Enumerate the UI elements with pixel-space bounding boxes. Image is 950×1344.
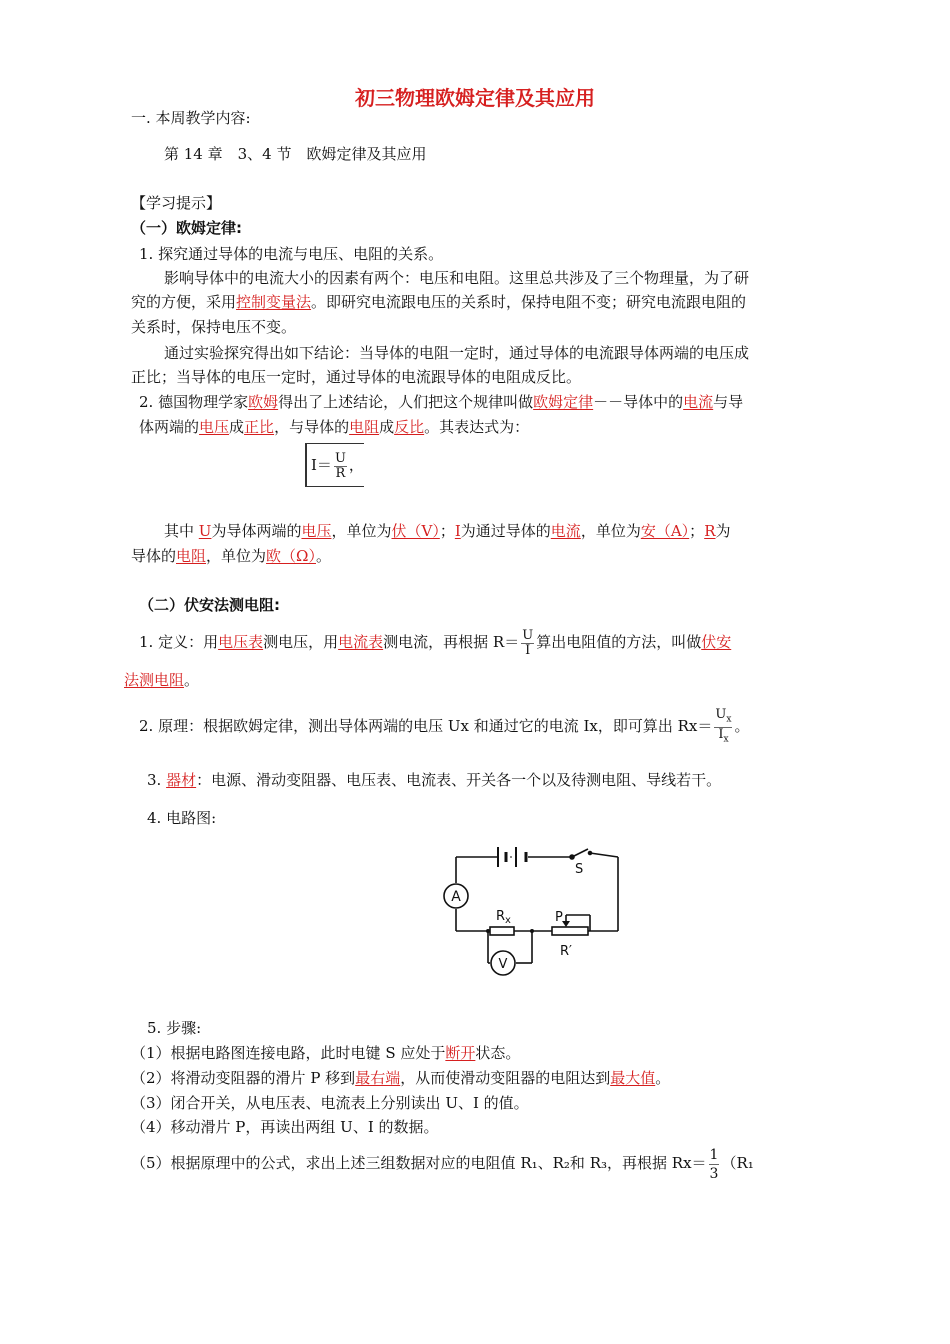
ammeter-label: A bbox=[451, 889, 461, 905]
text: （5）根据原理中的公式，求出上述三组数据对应的电阻值 R₁、R₂和 R₃，再根据 Rx＝ bbox=[131, 1154, 707, 1172]
text: 。 bbox=[184, 671, 200, 689]
ammeter-icon bbox=[444, 884, 468, 908]
paragraph bbox=[164, 521, 731, 541]
denominator: 3 bbox=[709, 1165, 719, 1182]
fraction bbox=[714, 708, 732, 746]
text: 算出电阻值的方法，叫做 bbox=[536, 633, 702, 651]
answer-highlight: 电压 bbox=[199, 418, 230, 436]
answer-highlight: 欧姆定律 bbox=[533, 393, 594, 411]
junction-dot bbox=[530, 929, 534, 933]
paragraph: 1. 探究通过导体的电流与电压、电阻的关系。 bbox=[139, 245, 444, 263]
rheostat-label: R′ bbox=[560, 944, 572, 959]
voltmeter-label: V bbox=[498, 957, 508, 972]
answer-highlight: 器材 bbox=[166, 771, 197, 789]
text: 为 bbox=[715, 522, 731, 540]
answer-highlight: U bbox=[198, 522, 212, 540]
slider-label: P bbox=[555, 910, 563, 925]
numerator: U bbox=[334, 450, 346, 466]
text: ，单位为 bbox=[206, 547, 267, 565]
text: （2）将滑动变阻器的滑片 P 移到 bbox=[131, 1069, 356, 1087]
resistor-rx-icon bbox=[490, 927, 514, 935]
denominator-text: I bbox=[718, 726, 724, 742]
text: 为导体两端的 bbox=[211, 522, 302, 540]
answer-highlight: 电压 bbox=[301, 522, 332, 540]
step-item bbox=[131, 1043, 520, 1063]
text: 。 bbox=[734, 717, 750, 736]
text: 2. 德国物理学家 bbox=[139, 393, 249, 411]
rx-label bbox=[496, 909, 511, 926]
text: 导体的 bbox=[131, 547, 177, 565]
answer-highlight: 电流表 bbox=[338, 633, 384, 651]
numerator bbox=[714, 708, 732, 728]
answer-highlight: 电阻 bbox=[349, 418, 380, 436]
ohms-law-heading: （一）欧姆定律: bbox=[131, 219, 242, 237]
page-title: 初三物理欧姆定律及其应用 bbox=[355, 86, 595, 110]
answer-highlight: 电阻 bbox=[176, 547, 207, 565]
text: 。 bbox=[315, 547, 331, 565]
step-item bbox=[131, 1068, 670, 1088]
text: 得出了上述结论，人们把这个规律叫做 bbox=[278, 393, 534, 411]
text: ，单位为 bbox=[580, 522, 641, 540]
paragraph bbox=[131, 546, 331, 566]
rx-subscript: x bbox=[505, 915, 511, 926]
paragraph bbox=[139, 392, 743, 412]
text: 测电压，用 bbox=[263, 633, 339, 651]
rheostat-icon bbox=[552, 927, 588, 935]
denominator: R bbox=[335, 465, 346, 481]
paragraph bbox=[139, 622, 731, 662]
text: 状态。 bbox=[475, 1044, 521, 1062]
fraction bbox=[521, 629, 534, 658]
text: ，与导体的 bbox=[274, 418, 350, 436]
text: 。 bbox=[655, 1069, 671, 1087]
fraction bbox=[334, 452, 347, 481]
slider-arrow-icon bbox=[562, 921, 570, 927]
paragraph bbox=[147, 770, 721, 790]
numerator-text: U bbox=[715, 707, 727, 722]
text: 与导 bbox=[713, 393, 744, 411]
subscript: x bbox=[723, 734, 729, 745]
text: 1. 定义：用 bbox=[139, 633, 219, 651]
answer-highlight: 法测电阻 bbox=[124, 671, 185, 689]
text: 。即研究电流跟电压的关系时，保持电阻不变；研究电流跟电阻的 bbox=[311, 293, 747, 311]
answer-highlight: 电流 bbox=[683, 393, 714, 411]
voltammetry-heading: （二）伏安法测电阻: bbox=[139, 596, 280, 614]
text: （1）根据电路图连接电路，此时电键 S 应处于 bbox=[131, 1044, 446, 1062]
battery-icon bbox=[498, 847, 526, 867]
text: －－导体中的 bbox=[593, 393, 684, 411]
paragraph: 正比；当导体的电压一定时，通过导体的电流跟导体的电阻成反比。 bbox=[131, 368, 582, 386]
text: 究的方便，采用 bbox=[131, 293, 237, 311]
answer-highlight: 反比 bbox=[394, 418, 425, 436]
step-item: （3）闭合开关，从电压表、电流表上分别读出 U、I 的值。 bbox=[131, 1094, 529, 1112]
text: ， bbox=[348, 456, 364, 474]
rx-letter: R bbox=[496, 909, 506, 924]
text: 成 bbox=[229, 418, 245, 436]
voltmeter-icon bbox=[491, 951, 515, 975]
step-item bbox=[131, 1140, 754, 1186]
text: ，从而使滑动变阻器的电阻达到 bbox=[400, 1069, 611, 1087]
text: ； bbox=[439, 522, 455, 540]
study-hint-heading: 【学习提示】 bbox=[131, 194, 222, 212]
text: 3. bbox=[147, 771, 167, 789]
text: ； bbox=[689, 522, 705, 540]
text: 。其表达式为： bbox=[424, 418, 530, 436]
ohms-law-formula bbox=[305, 443, 364, 487]
circuit-diagram bbox=[440, 843, 630, 979]
paragraph: 通过实验探究得出如下结论：当导体的电阻一定时，通过导体的电流跟导体两端的电压成 bbox=[164, 344, 750, 362]
answer-highlight: I bbox=[454, 522, 461, 540]
text: ：电源、滑动变阻器、电压表、电流表、开关各一个以及待测电阻、导线若干。 bbox=[196, 771, 722, 789]
denominator: I bbox=[525, 642, 531, 658]
text: 其中 bbox=[164, 522, 199, 540]
text: 测电流，再根据 R＝ bbox=[383, 633, 520, 651]
answer-highlight: 电流 bbox=[550, 522, 581, 540]
text: ，单位为 bbox=[331, 522, 392, 540]
numerator: U bbox=[522, 627, 534, 643]
paragraph: 影响导体中的电流大小的因素有两个：电压和电阻。这里总共涉及了三个物理量，为了研 bbox=[164, 269, 750, 287]
paragraph: 关系时，保持电压不变。 bbox=[131, 318, 297, 336]
text: 2. 原理：根据欧姆定律，测出导体两端的电压 Ux 和通过它的电流 Ix，即可算出 Rx＝ bbox=[139, 717, 713, 736]
paragraph bbox=[124, 670, 199, 690]
text: 体两端的 bbox=[139, 418, 200, 436]
answer-highlight: 伏安 bbox=[701, 633, 732, 651]
switch-icon bbox=[570, 849, 592, 859]
text: 为通过导体的 bbox=[460, 522, 551, 540]
fraction bbox=[709, 1146, 720, 1183]
answer-highlight: 断开 bbox=[445, 1044, 476, 1062]
text: 成 bbox=[379, 418, 395, 436]
text: （R₁ bbox=[721, 1154, 754, 1172]
numerator: 1 bbox=[709, 1146, 719, 1163]
denominator bbox=[714, 728, 732, 747]
paragraph bbox=[139, 417, 529, 437]
answer-highlight: 安（A） bbox=[640, 522, 690, 540]
paragraph bbox=[131, 292, 746, 312]
formula-lhs: I＝ bbox=[311, 456, 332, 474]
switch-label: S bbox=[575, 862, 584, 877]
answer-highlight: 控制变量法 bbox=[236, 293, 312, 311]
paragraph: 4. 电路图: bbox=[147, 809, 217, 827]
subscript: x bbox=[726, 714, 732, 725]
junction-dot bbox=[486, 929, 490, 933]
section-heading: 一. 本周教学内容: bbox=[131, 109, 251, 127]
paragraph: 5. 步骤: bbox=[147, 1019, 202, 1037]
answer-highlight: 伏（V） bbox=[391, 522, 440, 540]
answer-highlight: 最大值 bbox=[610, 1069, 656, 1087]
chapter-line: 第 14 章 3、4 节 欧姆定律及其应用 bbox=[164, 145, 427, 163]
step-item: （4）移动滑片 P，再读出两组 U、I 的数据。 bbox=[131, 1118, 439, 1136]
answer-highlight: 正比 bbox=[244, 418, 275, 436]
answer-highlight: 最右端 bbox=[355, 1069, 401, 1087]
answer-highlight: 电压表 bbox=[218, 633, 264, 651]
paragraph bbox=[139, 708, 749, 754]
answer-highlight: 欧（Ω） bbox=[266, 547, 316, 565]
answer-highlight: R bbox=[704, 522, 716, 540]
answer-highlight: 欧姆 bbox=[248, 393, 279, 411]
